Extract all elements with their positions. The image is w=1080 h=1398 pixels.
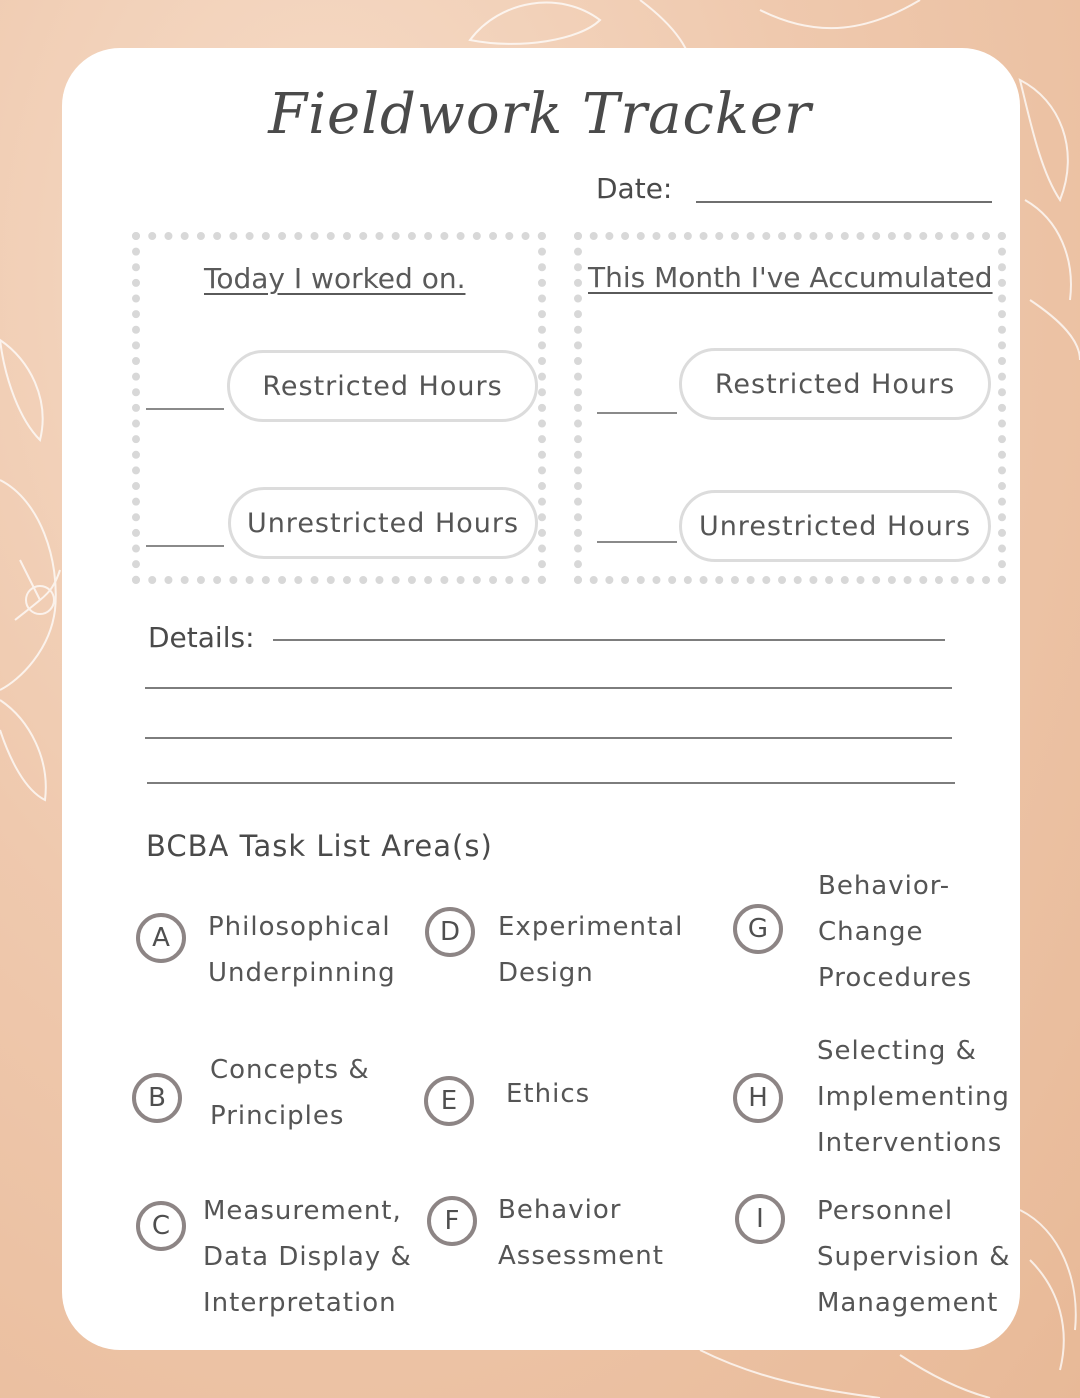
task-label: Behavior Assessment	[498, 1195, 664, 1271]
today-box-title: Today I worked on.	[204, 262, 466, 295]
task-letter-circle[interactable]: D	[425, 907, 475, 957]
date-field[interactable]	[696, 201, 992, 203]
today-restricted-hours-label: Restricted Hours	[227, 350, 538, 422]
today-unrestricted-hours-label: Unrestricted Hours	[228, 487, 538, 559]
month-box-title: This Month I've Accumulated	[588, 261, 993, 294]
task-label: Concepts & Principles	[210, 1055, 370, 1131]
details-line-4[interactable]	[147, 782, 955, 784]
task-letter-circle[interactable]: H	[733, 1073, 783, 1123]
details-line-1[interactable]	[273, 639, 945, 641]
task-label: Philosophical Underpinning	[208, 912, 396, 988]
task-list-heading: BCBA Task List Area(s)	[146, 829, 493, 863]
month-unrestricted-hours-label: Unrestricted Hours	[679, 490, 991, 562]
task-letter-circle[interactable]: I	[735, 1194, 785, 1244]
task-letter-circle[interactable]: F	[427, 1196, 477, 1246]
page-title: Fieldwork Tracker	[268, 82, 812, 147]
date-label: Date:	[596, 172, 673, 205]
month-restricted-hours-label: Restricted Hours	[679, 348, 991, 420]
details-label: Details:	[148, 621, 255, 654]
task-letter-circle[interactable]: C	[136, 1201, 186, 1251]
details-line-3[interactable]	[145, 737, 952, 739]
task-letter-circle[interactable]: A	[136, 913, 186, 963]
task-label: Experimental Design	[498, 912, 684, 988]
today-unrestricted-field[interactable]	[146, 545, 224, 547]
task-label: Behavior- Change Procedures	[818, 871, 973, 993]
details-line-2[interactable]	[145, 687, 952, 689]
month-restricted-field[interactable]	[597, 412, 677, 414]
today-restricted-field[interactable]	[146, 408, 224, 410]
task-label: Measurement, Data Display & Interpretation	[203, 1196, 412, 1318]
task-letter-circle[interactable]: G	[733, 904, 783, 954]
month-unrestricted-field[interactable]	[597, 541, 677, 543]
task-letter-circle[interactable]: E	[424, 1076, 474, 1126]
task-label: Ethics	[506, 1079, 591, 1109]
task-label: Selecting & Implementing Interventions	[817, 1036, 1010, 1158]
task-label: Personnel Supervision & Management	[817, 1196, 1011, 1318]
task-letter-circle[interactable]: B	[132, 1073, 182, 1123]
